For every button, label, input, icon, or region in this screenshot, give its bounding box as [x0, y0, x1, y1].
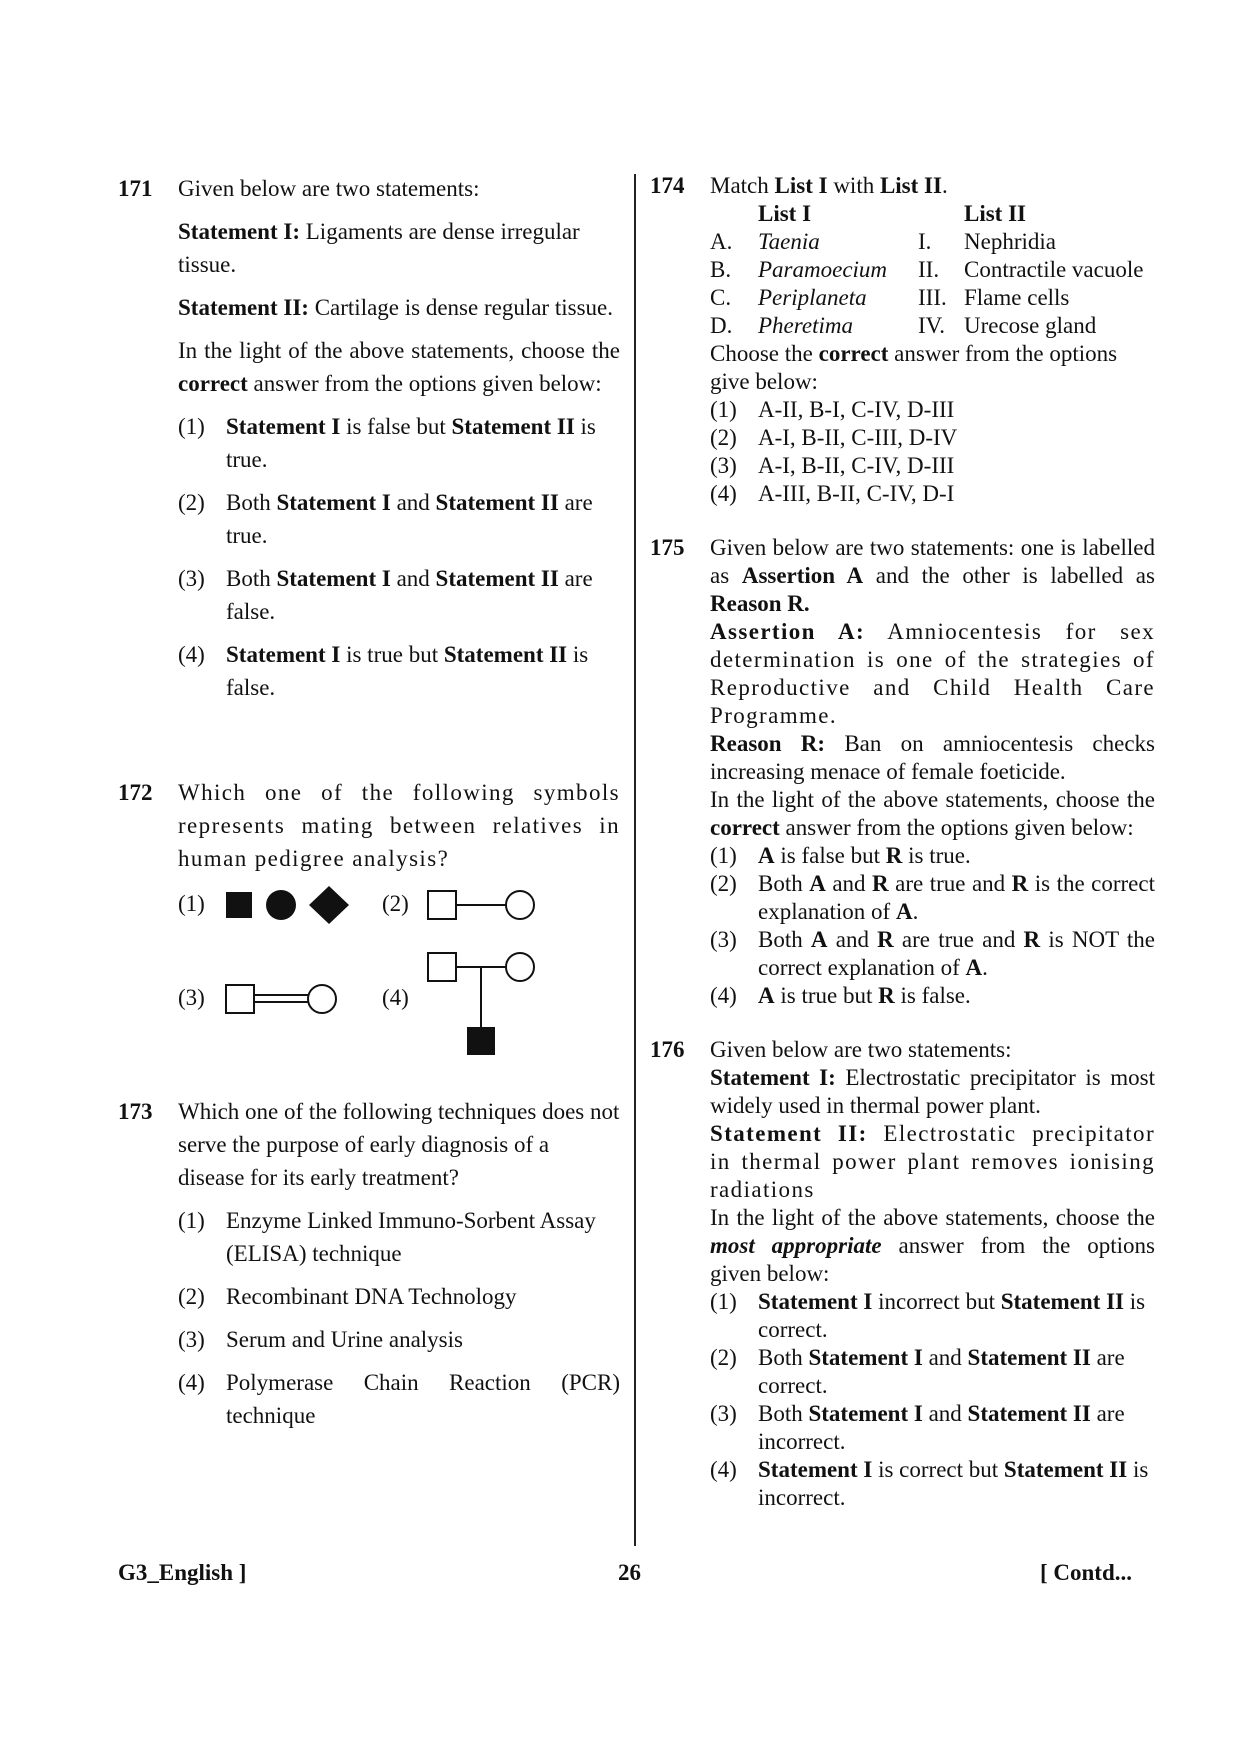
- option-3[interactable]: (3) Both Statement I and Statement II are false.: [178, 566, 593, 624]
- option-2[interactable]: (2) Both Statement I and Statement II are true.: [178, 490, 593, 548]
- assertion-a: Assertion A: Amniocentesis for sex determination is one of the strategies of Reproductive and Child Health Care Programme.: [710, 619, 1155, 728]
- mating-line-icon: [426, 887, 536, 923]
- reason-r: Reason R: Ban on amniocentesis checks increasing menace of female foeticide.: [710, 731, 1155, 784]
- option-3[interactable]: (3) Both Statement I and Statement II are incorrect.: [710, 1401, 1125, 1454]
- question-173: [118, 1095, 620, 1432]
- statement-2: Statement II: Electrostatic precipitator in thermal power plant removes ionising radiations: [710, 1121, 1155, 1202]
- footer-paper-code: G3_English ]: [118, 1560, 247, 1585]
- option-4[interactable]: (4) Statement I is correct but Statement II is incorrect.: [710, 1457, 1149, 1510]
- pedigree-symbols-figure: [178, 885, 620, 1095]
- question-number: 174: [650, 173, 685, 198]
- option-3[interactable]: (3) Both A and R are true and R is NOT the correct explanation of A.: [710, 927, 1155, 980]
- question-text: Which one of the following techniques does not serve the purpose of early diagnosis of a disease for its early treatment?: [178, 1099, 620, 1190]
- question-intro: Given below are two statements:: [710, 1037, 1012, 1062]
- question-prompt: In the light of the above statements, choose the correct answer from the options given below:: [178, 338, 620, 396]
- option-4[interactable]: (4) A is true but R is false.: [710, 983, 971, 1008]
- question-intro: Given below are two statements: one is labelled as Assertion A and the other is labelled as Reason R.: [710, 535, 1155, 616]
- column-divider: [634, 174, 636, 1546]
- footer-page-number: 26: [618, 1560, 641, 1585]
- question-174: [650, 172, 1155, 508]
- option-1[interactable]: (1) Statement I is false but Statement II is true.: [178, 414, 596, 472]
- option-4[interactable]: (4) A-III, B-II, C-IV, D-I: [710, 481, 955, 506]
- question-intro: Match List I with List II.: [710, 173, 948, 198]
- question-175: [650, 534, 1155, 1010]
- option-4[interactable]: (4) Polymerase Chain Reaction (PCR) technique: [178, 1370, 620, 1428]
- option-2[interactable]: (2) Both A and R are true and R is the correct explanation of A.: [710, 871, 1155, 924]
- question-number: 176: [650, 1037, 685, 1062]
- option-2-label[interactable]: (2): [382, 891, 409, 916]
- question-text: Which one of the following symbols represents mating between relatives in human pedigree analysis?: [178, 780, 620, 871]
- option-1[interactable]: (1) Enzyme Linked Immuno-Sorbent Assay (ELISA) technique: [178, 1208, 596, 1266]
- option-1-label[interactable]: (1): [178, 891, 205, 916]
- statement-1: Statement I: Ligaments are dense irregular tissue.: [178, 219, 580, 277]
- option-1[interactable]: (1) A-II, B-I, C-IV, D-III: [710, 397, 955, 422]
- question-prompt: In the light of the above statements, choose the correct answer from the options given below:: [710, 787, 1155, 840]
- option-2[interactable]: (2) Recombinant DNA Technology: [178, 1284, 517, 1309]
- option-3[interactable]: (3) Serum and Urine analysis: [178, 1327, 463, 1352]
- parents-offspring-icon: [426, 949, 536, 1059]
- option-4-label[interactable]: (4): [382, 985, 409, 1010]
- question-172: [118, 776, 620, 1095]
- option-1[interactable]: (1) Statement I incorrect but Statement II is correct.: [710, 1289, 1146, 1342]
- question-number: 172: [118, 780, 153, 805]
- right-column: [650, 172, 1155, 1512]
- question-171: [118, 172, 620, 704]
- question-prompt: In the light of the above statements, choose the most appropriate answer from the options given below:: [710, 1205, 1155, 1286]
- footer-continued: [ Contd...: [1040, 1560, 1133, 1585]
- list-1-header: List I: [758, 201, 812, 226]
- option-4[interactable]: (4) Statement I is true but Statement II is false.: [178, 642, 589, 700]
- question-intro: Given below are two statements:: [178, 176, 480, 201]
- option-1[interactable]: (1) A is false but R is true.: [710, 843, 971, 868]
- question-number: 173: [118, 1099, 153, 1124]
- option-2[interactable]: (2) A-I, B-II, C-III, D-IV: [710, 425, 958, 450]
- question-prompt: Choose the correct answer from the options give below:: [710, 341, 1118, 394]
- list-2-header: List II: [964, 201, 1026, 226]
- affected-symbols-icon: [224, 885, 350, 925]
- option-2[interactable]: (2) Both Statement I and Statement II are correct.: [710, 1345, 1125, 1398]
- left-column: [118, 172, 620, 1442]
- option-3-label[interactable]: (3): [178, 985, 205, 1010]
- question-176: [650, 1036, 1155, 1512]
- question-number: 175: [650, 535, 685, 560]
- match-table: List I List II A. Taenia I. Nephridia B. Paramoecium II. Contractile vacuole C. Periplaneta III. Flame cells D. Pheretima IV. Urecose gland: [710, 200, 1155, 340]
- option-3[interactable]: (3) A-I, B-II, C-IV, D-III: [710, 453, 955, 478]
- question-number: 171: [118, 176, 153, 201]
- statement-1: Statement I: Electrostatic precipitator is most widely used in thermal power plant.: [710, 1065, 1155, 1118]
- consanguineous-mating-icon: [224, 981, 340, 1017]
- statement-2: Statement II: Cartilage is dense regular tissue.: [178, 295, 613, 320]
